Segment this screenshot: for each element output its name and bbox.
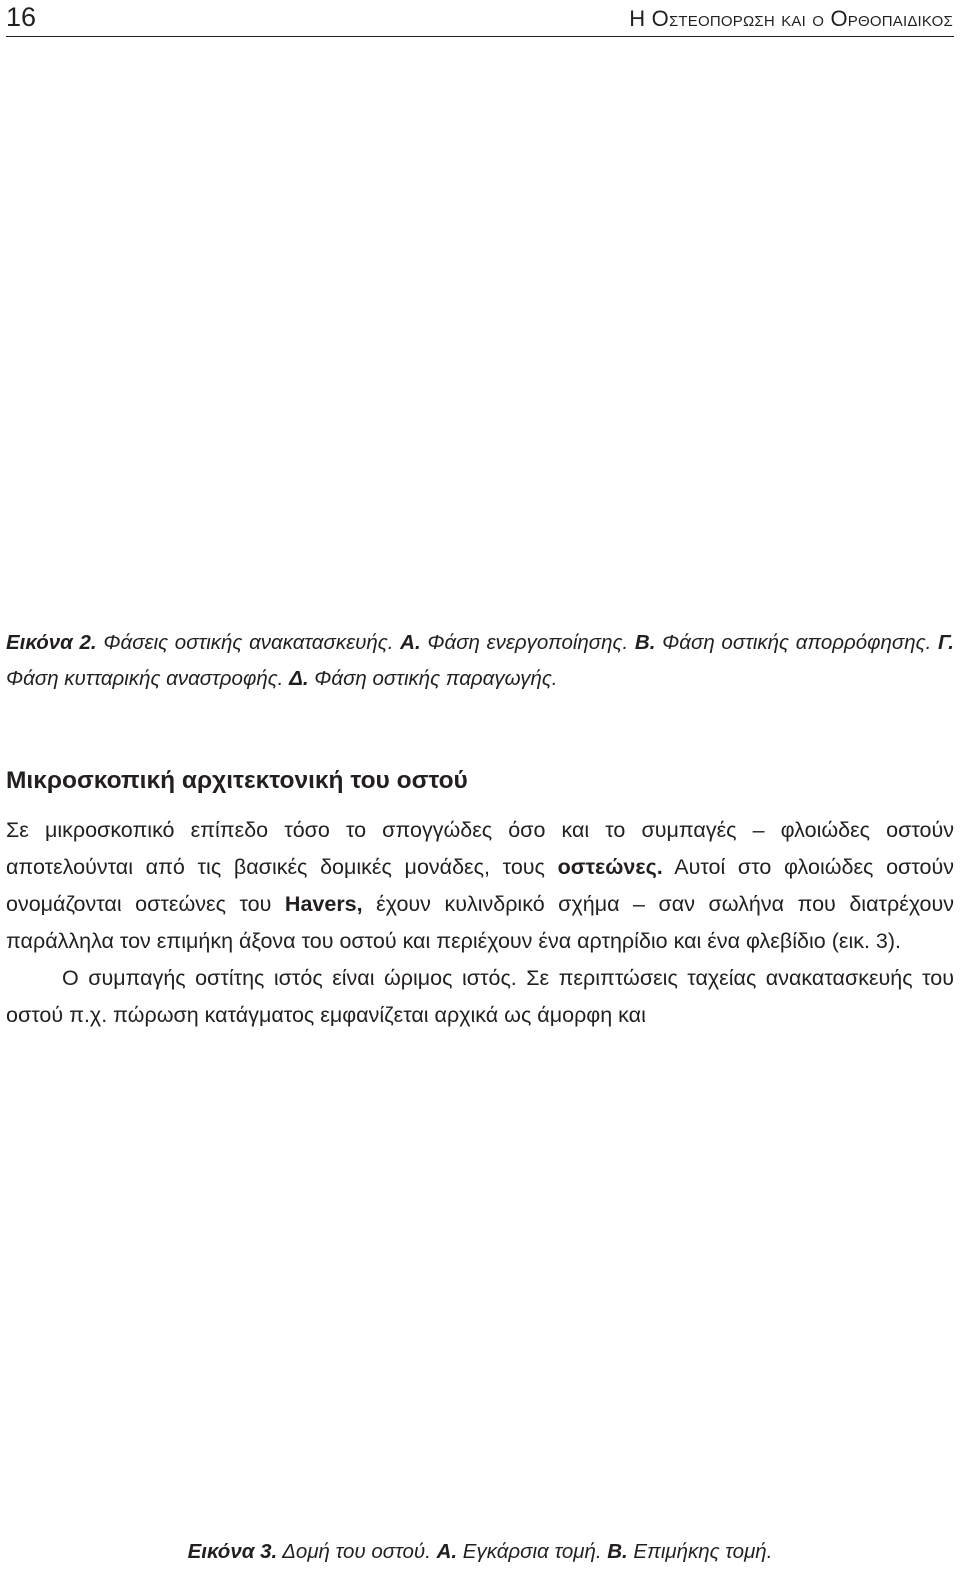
section-heading: Μικροσκοπική αρχιτεκτονική του οστού xyxy=(6,767,468,794)
figure-2-caption: Εικόνα 2. Φάσεις οστικής ανακατασκευής. Α. Φάση ενεργοποίησης. Β. Φάση οστικής απορρόφησης. Γ. Φάση κυτταρικής αναστροφής. Δ. Φάση οστικής παραγωγής. xyxy=(6,631,954,690)
figure-3-label: Εικόνα 3. xyxy=(187,1540,278,1563)
page-number: 16 xyxy=(6,2,37,32)
body-text xyxy=(6,812,954,1034)
paragraph-1: Σε μικροσκοπικό επίπεδο τόσο το σπογγώδες όσο και το συμπαγές – φλοιώδες οστούν αποτελούνται από τις βασικές δομικές μονάδες, τους οστεώνες. Αυτοί στο φλοιώδες οστούν ονομάζονται οστεώνες του Havers, έχουν κυλινδρικό σχήμα – σαν σωλήνα που διατρέχουν παράλληλα τον επιμήκη άξονα του οστού και περιέχουν ένα αρτηρίδιο και ένα φλεβίδιο (εικ. 3). xyxy=(6,818,954,953)
figure-2-label: Εικόνα 2. xyxy=(6,631,97,654)
header-rule xyxy=(6,36,954,37)
paragraph-2: Ο συμπαγής οστίτης ιστός είναι ώριμος ιστός. Σε περιπτώσεις ταχείας ανακατασκευής του οστού π.χ. πώρωση κατάγματος εμφανίζεται αρχικά ως άμορφη και xyxy=(6,966,954,1027)
term-havers: Havers, xyxy=(284,892,363,916)
page-header xyxy=(0,0,960,38)
running-title: Η Οστεοπορωση και ο Ορθοπαιδικος xyxy=(629,6,953,31)
figure-3-caption: Εικόνα 3. Δομή του οστού. Α. Εγκάρσια τομή. Β. Επιμήκης τομή. xyxy=(187,1540,773,1563)
figure-3-area xyxy=(6,1090,954,1530)
term-osteons: οστεώνες. xyxy=(557,855,663,879)
figure-2-area xyxy=(6,44,954,594)
